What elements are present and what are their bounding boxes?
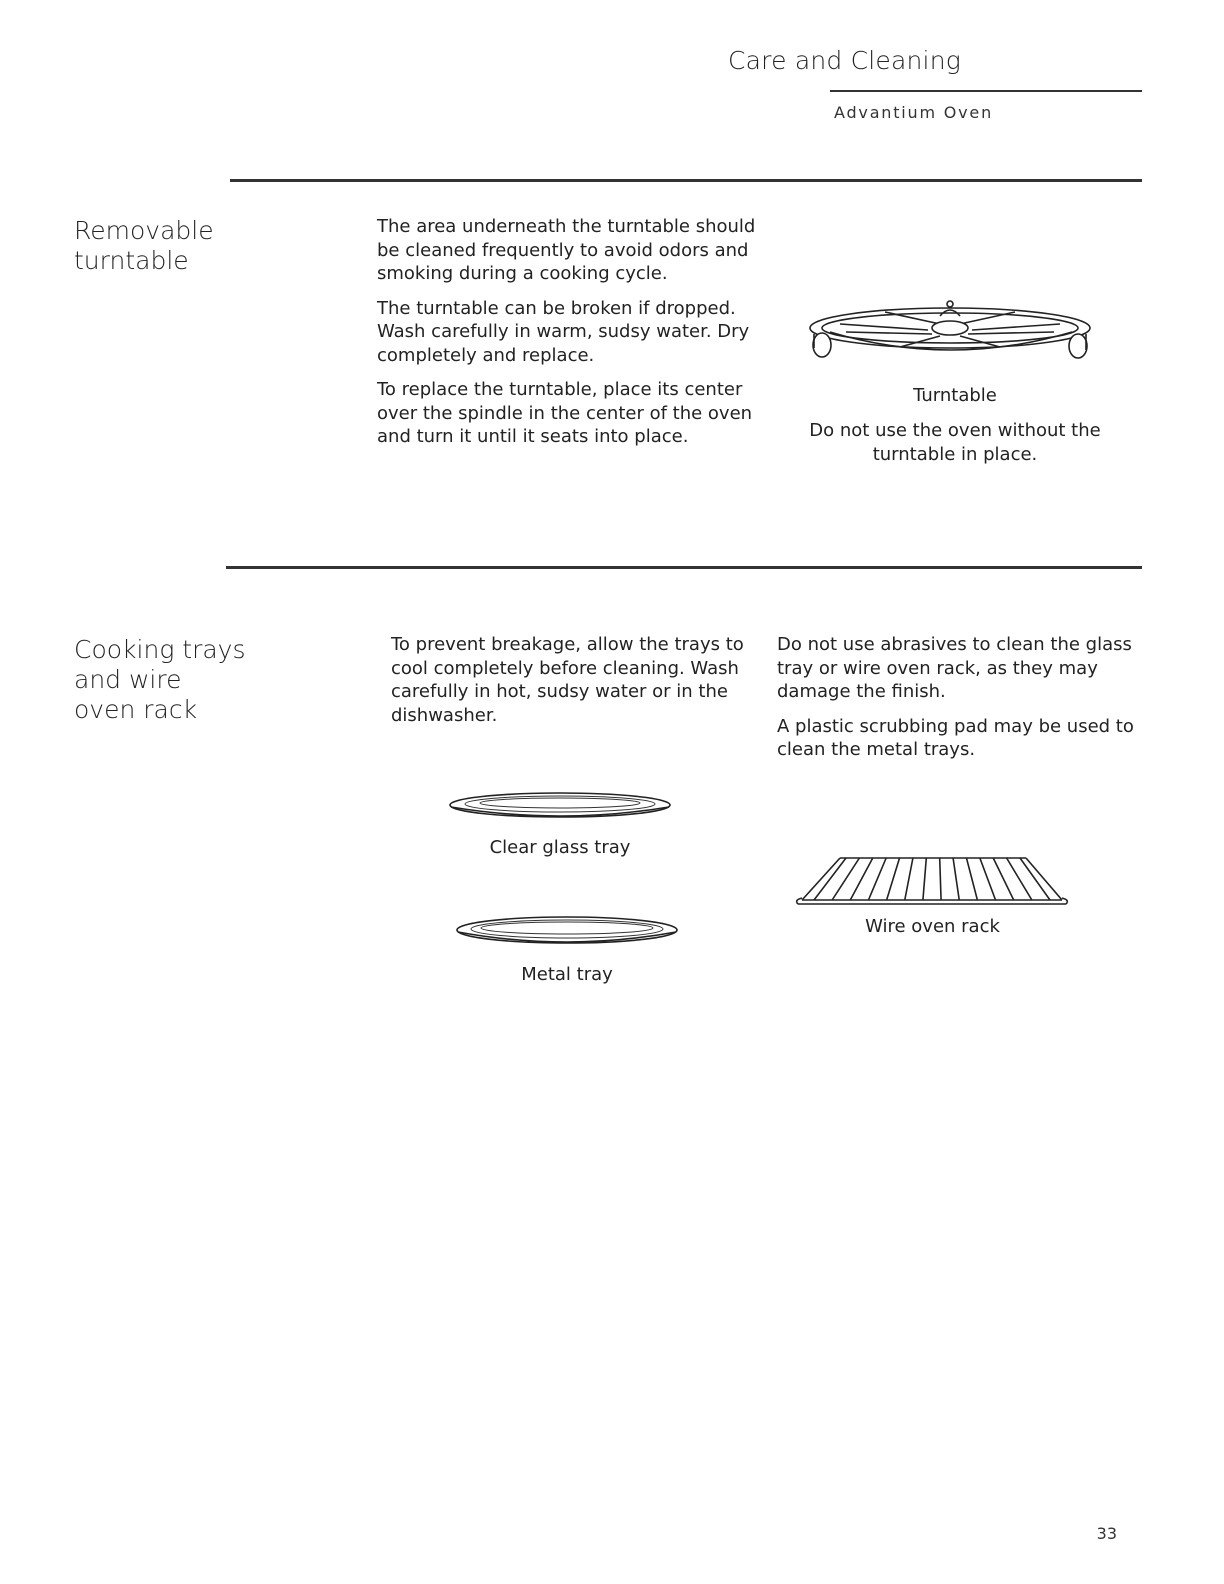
product-name: Advantium Oven bbox=[834, 103, 994, 122]
trays-instructions-right bbox=[777, 633, 1149, 773]
turntable-note: Do not use the oven without the turntable in place. bbox=[809, 420, 1101, 465]
glass-tray-illustration bbox=[445, 788, 675, 828]
glass-tray-caption: Clear glass tray bbox=[489, 837, 631, 858]
paragraph: To prevent breakage, allow the trays to cool completely before cleaning. Wash carefully in hot, sudsy water or in the dishwasher. bbox=[391, 634, 744, 726]
rack-wire bbox=[887, 858, 900, 900]
turntable-instructions bbox=[377, 215, 762, 460]
heading-line: Cooking trays bbox=[74, 635, 246, 664]
rack-wire bbox=[966, 858, 977, 900]
trays-instructions-left bbox=[391, 633, 761, 738]
page-section-title: Care and Cleaning bbox=[728, 46, 961, 75]
rack-wire bbox=[980, 858, 996, 900]
heading-line: Removable bbox=[74, 216, 214, 245]
metal-tray-caption: Metal tray bbox=[521, 964, 613, 985]
paragraph: To replace the turntable, place its center over the spindle in the center of the oven and turn it until it seats into place. bbox=[377, 379, 753, 447]
header-rule bbox=[830, 90, 1142, 92]
heading-line: and wire bbox=[74, 665, 182, 694]
turntable-caption: Turntable bbox=[913, 385, 997, 406]
rack-wire bbox=[923, 858, 926, 900]
metal-tray-illustration bbox=[452, 912, 682, 952]
rack-wire bbox=[814, 858, 846, 900]
paragraph: A plastic scrubbing pad may be used to clean the metal trays. bbox=[777, 715, 1134, 760]
wire-rack-caption: Wire oven rack bbox=[865, 916, 1000, 937]
rack-wire bbox=[953, 858, 959, 900]
rack-wire bbox=[868, 858, 886, 900]
heading-line: oven rack bbox=[74, 695, 198, 724]
section-heading-trays bbox=[74, 635, 245, 725]
paragraph: The turntable can be broken if dropped. Wash carefully in warm, sudsy water. Dry completely and replace. bbox=[377, 297, 750, 366]
section-heading-turntable bbox=[74, 216, 214, 276]
heading-line: turntable bbox=[74, 246, 189, 275]
section-divider bbox=[226, 566, 1142, 569]
turntable-illustration bbox=[800, 290, 1100, 385]
paragraph: The area underneath the turntable should be cleaned frequently to avoid odors and smoking during a cooking cycle. bbox=[377, 216, 756, 284]
rack-wire bbox=[905, 858, 913, 900]
wire-rack-illustration bbox=[790, 852, 1070, 914]
section-divider bbox=[230, 179, 1142, 182]
rack-wire bbox=[850, 858, 872, 900]
rack-wire bbox=[832, 858, 859, 900]
paragraph: Do not use abrasives to clean the glass tray or wire oven rack, as they may damage the finish. bbox=[777, 634, 1132, 702]
rack-wire bbox=[1020, 858, 1050, 900]
page-number: 33 bbox=[1096, 1524, 1117, 1543]
rack-wire bbox=[940, 858, 941, 900]
